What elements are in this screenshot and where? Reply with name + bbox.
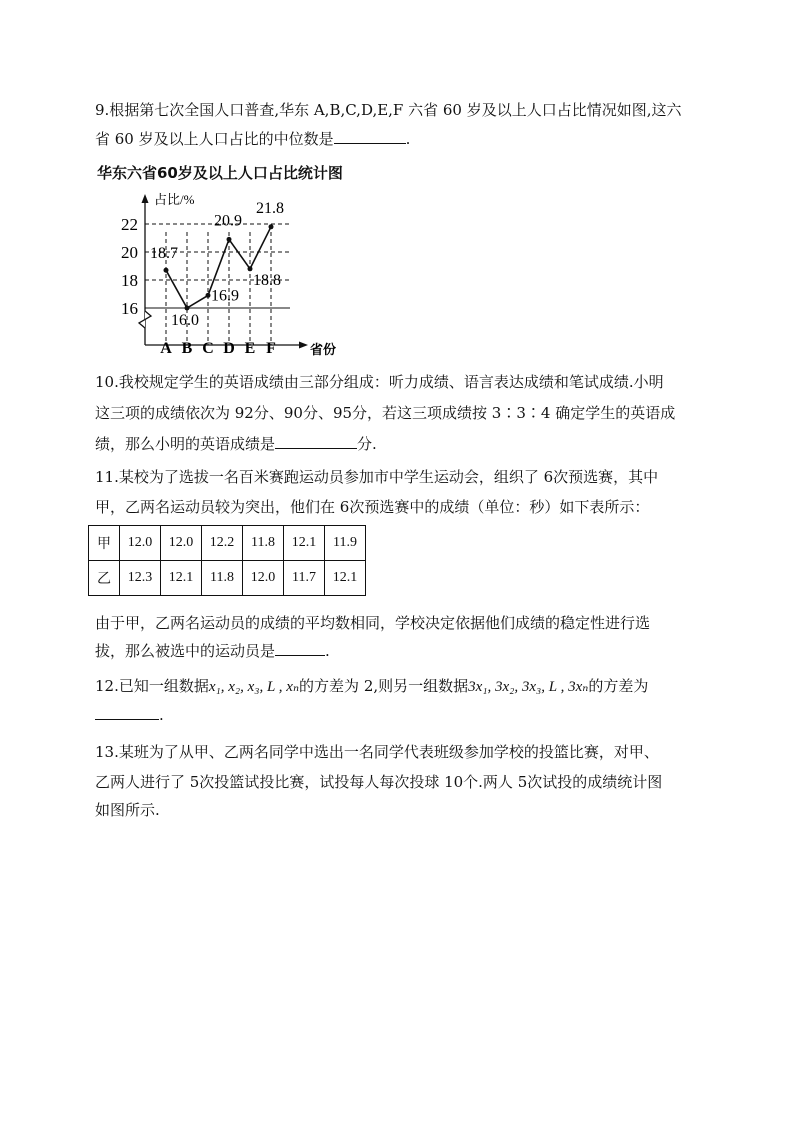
data-label: 20.9: [214, 212, 242, 230]
table-row: [89, 526, 366, 561]
q9-line-2: [95, 129, 410, 149]
table-cell: 12.0: [161, 526, 202, 561]
y-axis-label: 占比/%: [154, 192, 195, 207]
q12-data-set-2: 3x₁, 3x₂, 3x₃, L , 3xₙ: [468, 679, 589, 695]
table-cell: 12.1: [161, 561, 202, 596]
y-axis-arrow: [142, 194, 149, 203]
data-label: 16.0: [171, 312, 199, 329]
table-cell: 11.7: [284, 561, 325, 596]
y-tick-label: 18: [121, 271, 138, 290]
data-point: [206, 293, 211, 298]
answer-blank-q12: [95, 705, 159, 720]
q11-line-4-text: 拔，那么被选中的运动员是: [95, 642, 276, 660]
data-label: 18.7: [150, 245, 178, 263]
q12-text-suffix: 的方差为: [588, 677, 649, 695]
q11-line-3: 由于甲，乙两名运动员的成绩的平均数相同，学校决定依据他们成绩的稳定性进行选: [95, 614, 651, 632]
x-axis-label: 省份: [310, 342, 337, 357]
q11-line-4-end: .: [325, 642, 330, 660]
population-line-chart: [110, 182, 340, 360]
x-tick-label: F: [266, 340, 276, 357]
table-cell: 乙: [89, 561, 120, 596]
y-tick-label: 22: [121, 215, 138, 234]
table-cell: 12.1: [284, 526, 325, 561]
y-tick-labels: [121, 215, 138, 318]
q10-line-3-text: 绩，那么小明的英语成绩是: [95, 435, 276, 453]
q9-line-2-text: 省 60 岁及以上人口占比的中位数是: [95, 130, 334, 148]
x-tick-label: B: [181, 340, 193, 357]
q13-line-2: 乙两人进行了 5次投篮试投比赛，试投每人每次投球 10个.两人 5次试投的成绩统计图: [95, 773, 663, 791]
q13-line-1: 13.某班为了从甲、乙两名同学中选出一名同学代表班级参加学校的投篮比赛，对甲、: [95, 743, 659, 761]
table-row: [89, 561, 366, 596]
q12-line-2: [95, 705, 164, 725]
y-tick-label: 16: [121, 299, 138, 318]
q12-text-prefix: 12.已知一组数据: [95, 677, 209, 695]
x-tick-label: C: [202, 340, 214, 357]
q10-line-1: 10.我校规定学生的英语成绩由三部分组成：听力成绩、语言表达成绩和笔试成绩.小明: [95, 373, 664, 391]
x-tick-label: D: [223, 340, 235, 357]
q11-line-1: 11.某校为了选拔一名百米赛跑运动员参加市中学生运动会，组织了 6次预选赛，其中: [95, 468, 659, 486]
chart-title: 华东六省60岁及以上人口占比统计图: [97, 164, 343, 182]
data-point: [269, 224, 274, 229]
data-point: [248, 266, 253, 271]
data-label: 21.8: [256, 199, 284, 217]
q10-line-2: 这三项的成绩依次为 92分、90分、95分，若这三项成绩按 3∶3∶4 确定学生的英语成: [95, 404, 676, 422]
table-cell: 11.8: [243, 526, 284, 561]
q9-line-2-end: .: [405, 130, 411, 148]
data-series: [150, 200, 284, 329]
table-cell: 11.9: [325, 526, 366, 561]
data-point: [227, 237, 232, 242]
data-label: 16.9: [211, 287, 239, 305]
q12-data-set-1: x₁, x₂, x₃, L , xₙ: [208, 679, 300, 695]
x-tick-label: A: [160, 340, 172, 357]
q11-line-2: 甲，乙两名运动员较为突出，他们在 6次预选赛中的成绩（单位：秒）如下表所示：: [95, 498, 650, 516]
y-tick-label: 20: [121, 243, 138, 262]
q9-line-1: 9.根据第七次全国人口普查,华东 A,B,C,D,E,F 六省 60 岁及以上人口占比情况如图,这六: [95, 101, 682, 119]
q10-line-3-end: 分.: [357, 435, 377, 453]
answer-blank-q11: [275, 641, 325, 656]
table-cell: 12.0: [243, 561, 284, 596]
table-cell: 12.3: [120, 561, 161, 596]
table-cell: 12.1: [325, 561, 366, 596]
score-table: [88, 525, 366, 596]
answer-blank-q9: [334, 129, 406, 144]
q12-line-1: [95, 676, 648, 697]
x-tick-label: E: [244, 340, 256, 357]
table-cell: 甲: [89, 526, 120, 561]
axis-break-mark: [139, 311, 151, 328]
q13-line-3: 如图所示.: [95, 801, 160, 819]
data-point: [185, 306, 190, 311]
table-cell: 12.2: [202, 526, 243, 561]
q11-line-4: [95, 641, 330, 661]
table-cell: 12.0: [120, 526, 161, 561]
data-label: 18.8: [253, 271, 281, 289]
table-cell: 11.8: [202, 561, 243, 596]
x-axis-arrow: [299, 342, 308, 349]
q12-line-2-end: .: [159, 706, 164, 724]
q12-text-middle: 的方差为 2,则另一组数据: [299, 677, 469, 695]
data-point: [164, 268, 169, 273]
q10-line-3: [95, 434, 377, 454]
answer-blank-q10: [275, 434, 357, 449]
x-tick-labels: [160, 340, 276, 357]
